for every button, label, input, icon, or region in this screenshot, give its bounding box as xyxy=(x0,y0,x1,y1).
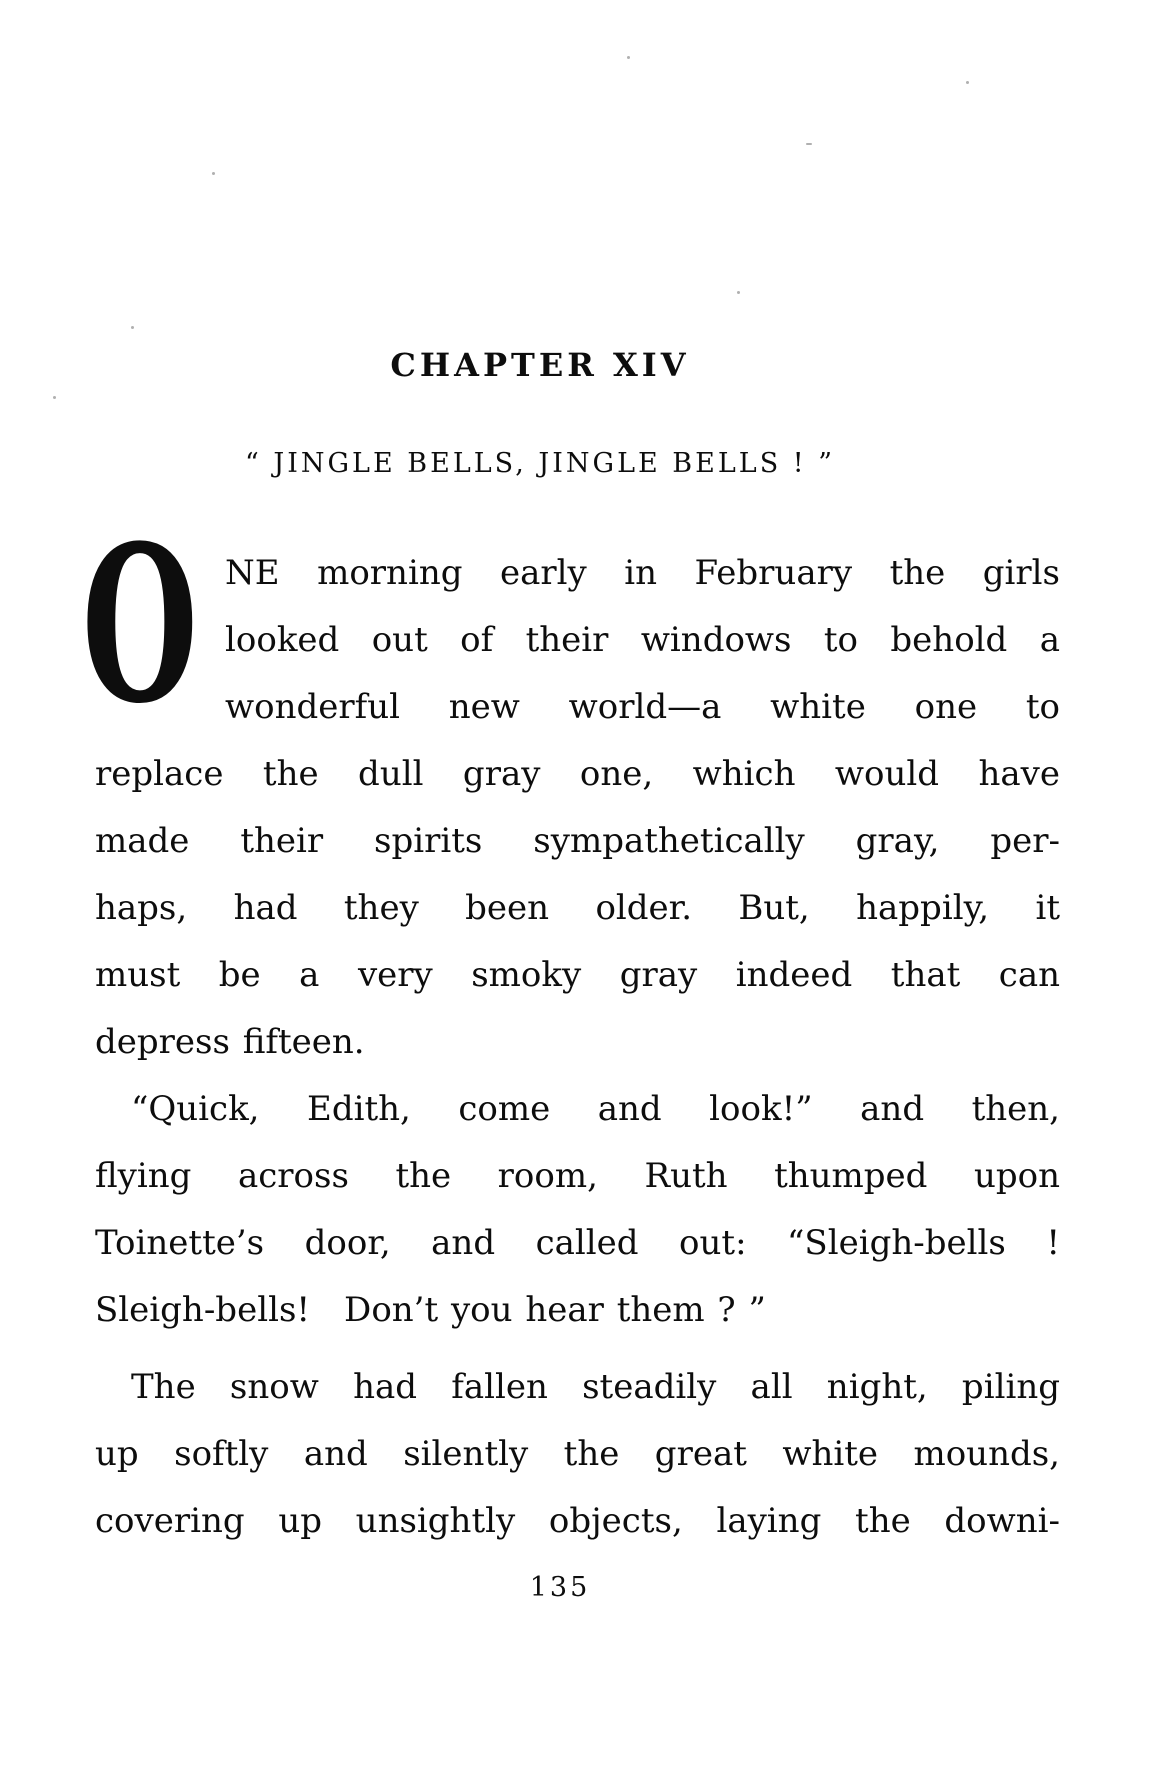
body-text xyxy=(81,497,1060,1555)
scan-speck xyxy=(212,172,215,175)
chapter-subtitle: “ JINGLE BELLS, JINGLE BELLS ! ” xyxy=(244,448,836,479)
scan-speck xyxy=(53,396,56,399)
scan-speck xyxy=(806,143,812,145)
text-line: haps, had they been older. But, happily, it xyxy=(95,888,1060,928)
text-line: looked out of their windows to behold a xyxy=(225,620,1060,660)
text-line: Sleigh-bells! Don’t you hear them ? ” xyxy=(95,1290,766,1330)
drop-cap: O xyxy=(81,497,198,751)
page-number: 135 xyxy=(529,1572,591,1603)
text-line: wonderful new world—a white one to xyxy=(225,687,1060,727)
scan-speck xyxy=(966,81,969,84)
text-line: made their spirits sympathetically gray, per- xyxy=(95,821,1060,861)
text-line: flying across the room, Ruth thumped upon xyxy=(95,1156,1060,1196)
scan-speck xyxy=(737,291,740,294)
text-line: covering up unsightly objects, laying the downi- xyxy=(95,1501,1060,1541)
scan-speck xyxy=(131,326,134,329)
text-line: NE morning early in February the girls xyxy=(225,553,1060,593)
text-line: depress fifteen. xyxy=(95,1022,365,1062)
text-line: replace the dull gray one, which would have xyxy=(95,754,1060,794)
chapter-heading: CHAPTER XIV xyxy=(390,346,690,384)
scan-speck xyxy=(627,56,630,59)
text-line: Toinette’s door, and called out: “Sleigh-bells ! xyxy=(95,1223,1060,1263)
text-line: up softly and silently the great white mounds, xyxy=(95,1434,1060,1474)
text-line: “Quick, Edith, come and look!” and then, xyxy=(131,1089,1060,1129)
text-line: must be a very smoky gray indeed that can xyxy=(95,955,1060,995)
text-line: The snow had fallen steadily all night, piling xyxy=(131,1367,1060,1407)
